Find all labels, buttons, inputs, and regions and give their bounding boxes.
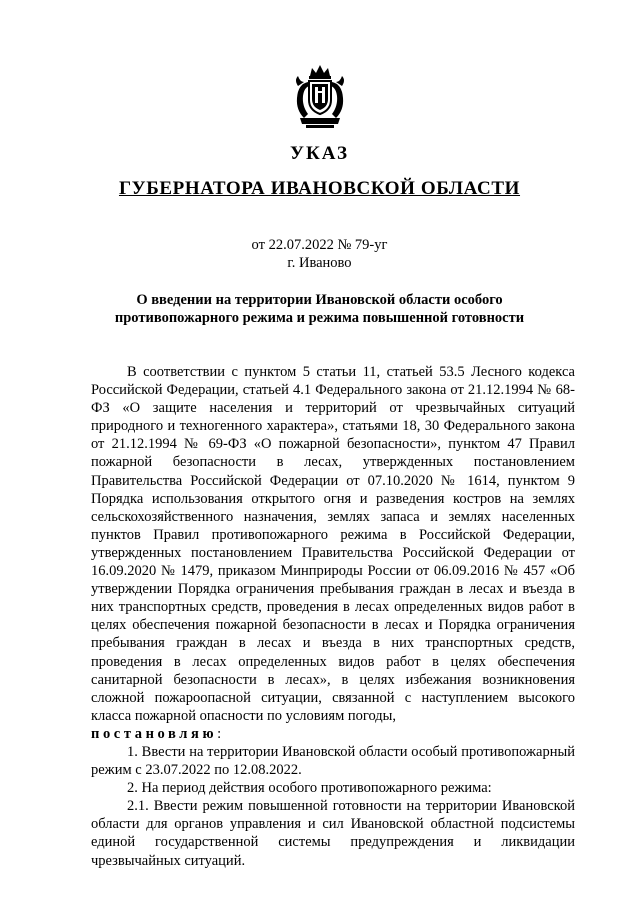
decree-line: [91, 725, 575, 743]
document-city: г. Иваново: [287, 255, 352, 271]
subject-line: противопожарного режима и режима повышенной готовности: [114, 310, 525, 326]
subject-line: О введении на территории Ивановской области особого: [136, 292, 503, 308]
decree-suffix: :: [217, 725, 222, 742]
item-2-1-paragraph: 2.1. Ввести режим повышенной готовности на территории Ивановской области для органов управления и сил Ивановской областной подсистемы единой государственной системы предупреждения и ликвидации чрезвычайных ситуаций.: [91, 798, 575, 869]
document-date-number: от 22.07.2022 № 79-уг: [251, 237, 388, 253]
issuer-title: ГУБЕРНАТОРА ИВАНОВСКОЙ ОБЛАСТИ: [118, 178, 521, 199]
document-body: [91, 363, 575, 870]
item-2-paragraph: 2. На период действия особого противопожарного режима:: [127, 780, 492, 797]
document-subject: [110, 291, 529, 327]
decree-word: постановляю: [91, 725, 218, 742]
item-1-paragraph: 1. Ввести на территории Ивановской области особый противопожарный режим с 23.07.2022 по 12.08.2022.: [91, 743, 575, 779]
document-title: УКАЗ: [290, 143, 349, 164]
preamble-paragraph: В соответствии с пунктом 5 статьи 11, статьей 53.5 Лесного кодекса Российской Федерации, статьей 4.1 Федерального закона от 21.12.1994 № 68-ФЗ «О защите населения и территорий от чрезвычайных ситуаций природного и техногенного характера», статьями 18, 30 Федерального закона от 21.12.1994 № 69-ФЗ «О пожарной безопасности», пунктом 47 Правил пожарной безопасности в лесах, утвержденных постановлением Правительства Российской Федерации от 07.10.2020 № 1614, пунктом 9 Порядка использования открытого огня и разведения костров на землях сельскохозяйственного назначения, землях запаса и землях населенных пунктов Правил противопожарного режима в Российской Федерации, утвержденных постановлением Правительства Российской Федерации от 16.09.2020 № 1479, приказом Минприроды России от 06.09.2016 № 457 «Об утверждении Порядка ограничения пребывания граждан в лесах и въезда в них транспортных средств, проведения в лесах определенных видов работ в целях обеспечения пожарной безопасности в лесах и Порядка ограничения пребывания граждан в лесах и въезда в них транспортных средств, проведения в лесах определенных видов работ в целях обеспечения санитарной безопасности в лесах», в целях избежания возникновения сложной пожароопасной ситуации, связанной с наступлением высокого класса пожарной опасности по условиям погоды,: [91, 364, 575, 724]
coat-of-arms-icon: [292, 62, 348, 130]
